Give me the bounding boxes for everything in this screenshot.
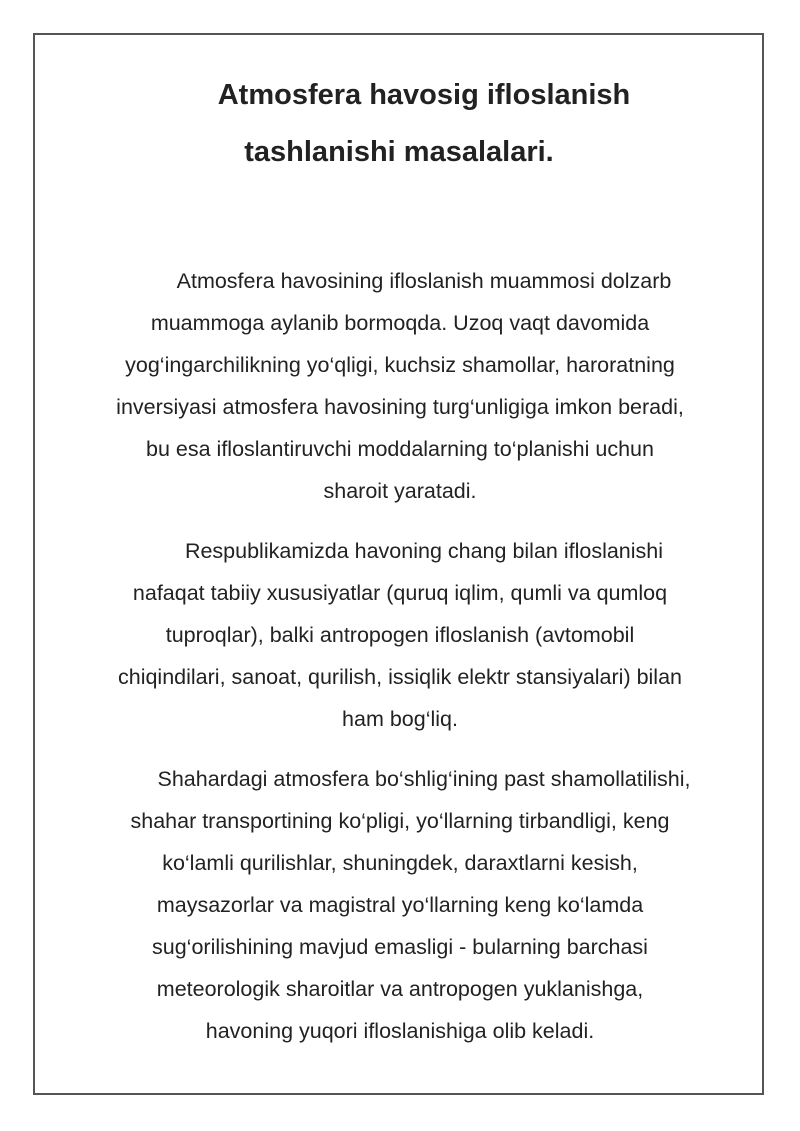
paragraph-line: ko‘lamli qurilishlar, shuningdek, daraxtlarni kesish, — [162, 851, 638, 875]
title-line-2: tashlanishi masalalari. — [244, 136, 554, 168]
paragraph-line: nafaqat tabiiy xususiyatlar (quruq iqlim, qumli va qumloq — [132, 581, 668, 605]
title-line-1: Atmosfera havosig ifloslanish — [217, 79, 631, 111]
paragraph-line: sug‘orilishining mavjud emasligi - bularning barchasi — [152, 935, 648, 959]
paragraph-line: chiqindilari, sanoat, qurilish, issiqlik elektr stansiyalari) bilan — [117, 665, 683, 689]
paragraph-line: sharoit yaratadi. — [323, 479, 477, 503]
paragraph-line: havoning yuqori ifloslanishiga olib keladi. — [205, 1019, 595, 1043]
paragraph-2 — [70, 530, 730, 740]
paragraph-line: meteorologik sharoitlar va antropogen yuklanishga, — [156, 977, 644, 1001]
document-title — [0, 67, 800, 181]
paragraph-line: Shahardagi atmosfera bo‘shlig‘ining past shamollatilishi, — [157, 767, 691, 791]
paragraph-line: Respublikamizda havoning chang bilan ifloslanishi — [184, 539, 664, 563]
paragraph-line: maysazorlar va magistral yo‘llarning keng ko‘lamda — [156, 893, 644, 917]
paragraph-line: muammoga aylanib bormoqda. Uzoq vaqt davomida — [150, 311, 650, 335]
paragraph-line: shahar transportining ko‘pligi, yo‘llarning tirbandligi, keng — [130, 809, 670, 833]
paragraph-line: inversiyasi atmosfera havosining turg‘unligiga imkon beradi, — [116, 395, 684, 419]
paragraph-line: yog‘ingarchilikning yo‘qligi, kuchsiz shamollar, haroratning — [125, 353, 675, 377]
paragraph-3 — [70, 758, 730, 1052]
paragraph-line: bu esa ifloslantiruvchi moddalarning to‘planishi uchun — [146, 437, 654, 461]
paragraph-line: ham bog‘liq. — [342, 707, 458, 731]
paragraph-1 — [70, 260, 730, 512]
paragraph-line: Atmosfera havosining ifloslanish muammosi dolzarb — [176, 269, 672, 293]
paragraph-line: tuproqlar), balki antropogen ifloslanish (avtomobil — [165, 623, 635, 647]
